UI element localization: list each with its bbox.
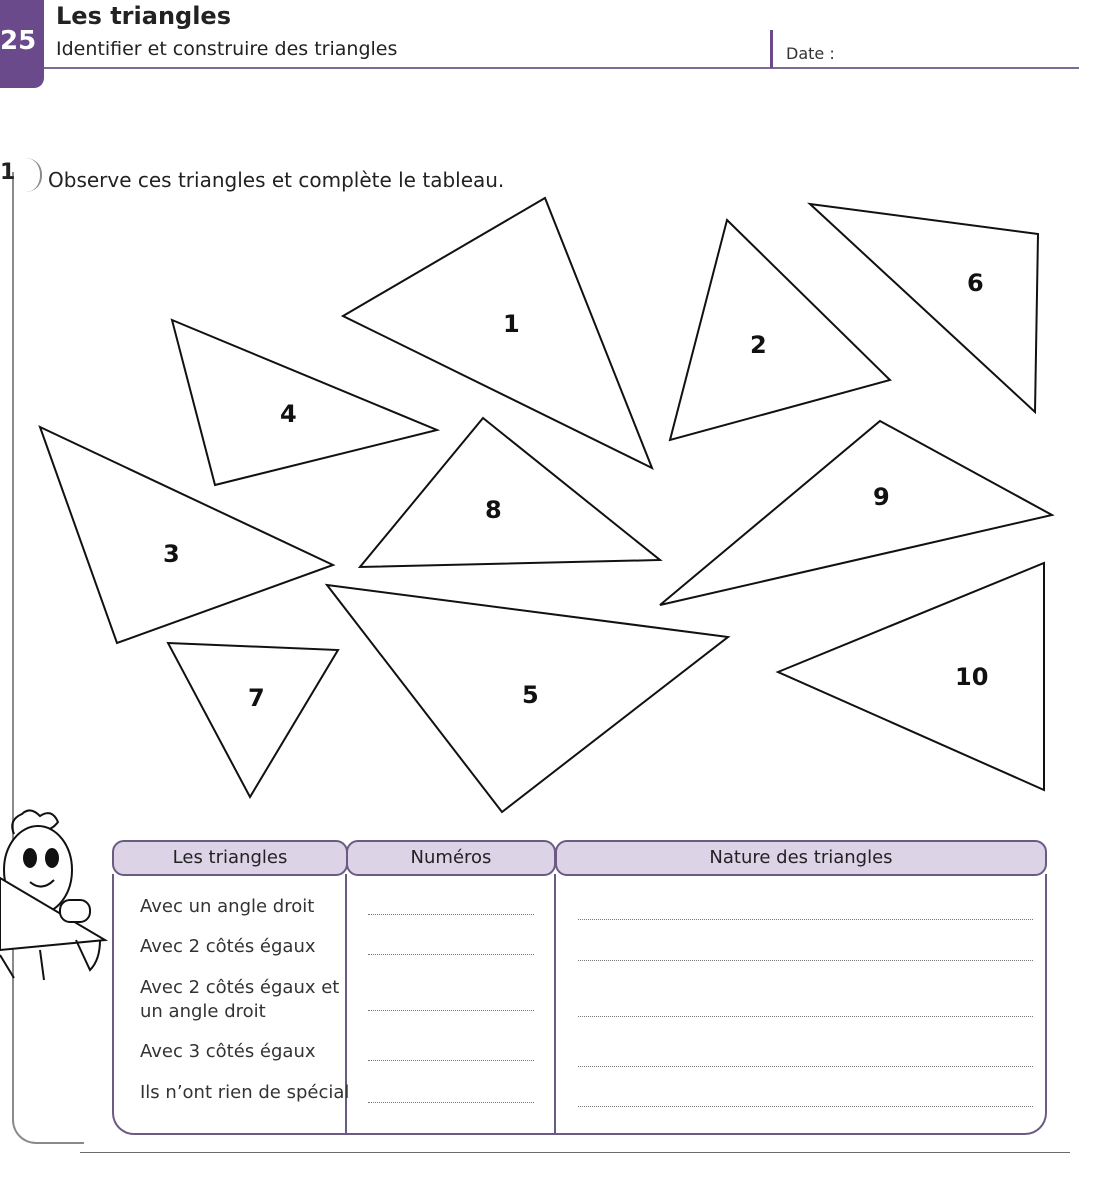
triangle-10: [778, 563, 1044, 790]
triangle-label-10: 10: [955, 663, 989, 691]
row-label-line: un angle droit: [140, 1001, 266, 1022]
triangle-label-7: 7: [248, 684, 265, 712]
nature-answer-line[interactable]: [578, 1106, 1033, 1107]
nature-answer-line[interactable]: [578, 960, 1033, 961]
triangle-label-1: 1: [503, 310, 520, 338]
row-label: Avec un angle droit: [140, 896, 315, 917]
row-label: Avec 2 côtés égaux: [140, 936, 316, 957]
nature-answer-line[interactable]: [578, 919, 1033, 920]
triangle-7: [168, 643, 338, 797]
numeros-answer-line[interactable]: [368, 1010, 534, 1011]
triangle-4: [172, 320, 437, 485]
triangle-2: [670, 220, 890, 440]
header-numeros: Numéros: [346, 840, 556, 876]
mascot-illustration: [0, 800, 112, 985]
triangle-label-5: 5: [522, 681, 539, 709]
triangles-table: [112, 840, 1047, 1135]
numeros-answer-line[interactable]: [368, 1060, 534, 1061]
exercise-border-curve: [12, 1100, 84, 1144]
row-label: Avec 3 côtés égaux: [140, 1041, 316, 1062]
triangle-label-9: 9: [873, 483, 890, 511]
bottom-divider: [80, 1152, 1070, 1153]
header-nature: Nature des triangles: [555, 840, 1047, 876]
numeros-answer-line[interactable]: [368, 1102, 534, 1103]
triangle-label-8: 8: [485, 496, 502, 524]
triangle-label-6: 6: [967, 269, 984, 297]
exercise-number: 1: [0, 160, 16, 185]
triangle-label-2: 2: [750, 331, 767, 359]
row-label: [140, 976, 339, 1024]
numeros-answer-line[interactable]: [368, 914, 534, 915]
triangle-label-3: 3: [163, 540, 180, 568]
date-label: Date :: [786, 44, 835, 63]
lesson-number: 25: [0, 26, 37, 56]
row-label: Ils n’ont rien de spécial: [140, 1082, 350, 1103]
row-label-line: Avec 2 côtés égaux et: [140, 977, 340, 998]
triangle-9: [660, 421, 1052, 605]
page-title: Les triangles: [56, 2, 231, 30]
page-subtitle: Identifier et construire des triangles: [56, 38, 398, 60]
nature-answer-line[interactable]: [578, 1066, 1033, 1067]
column-divider: [554, 874, 556, 1135]
nature-answer-line[interactable]: [578, 1016, 1033, 1017]
header-les-triangles: Les triangles: [112, 840, 348, 876]
numeros-answer-line[interactable]: [368, 954, 534, 955]
exercise-instruction: Observe ces triangles et complète le tableau.: [48, 168, 505, 192]
triangle-label-4: 4: [280, 400, 297, 428]
